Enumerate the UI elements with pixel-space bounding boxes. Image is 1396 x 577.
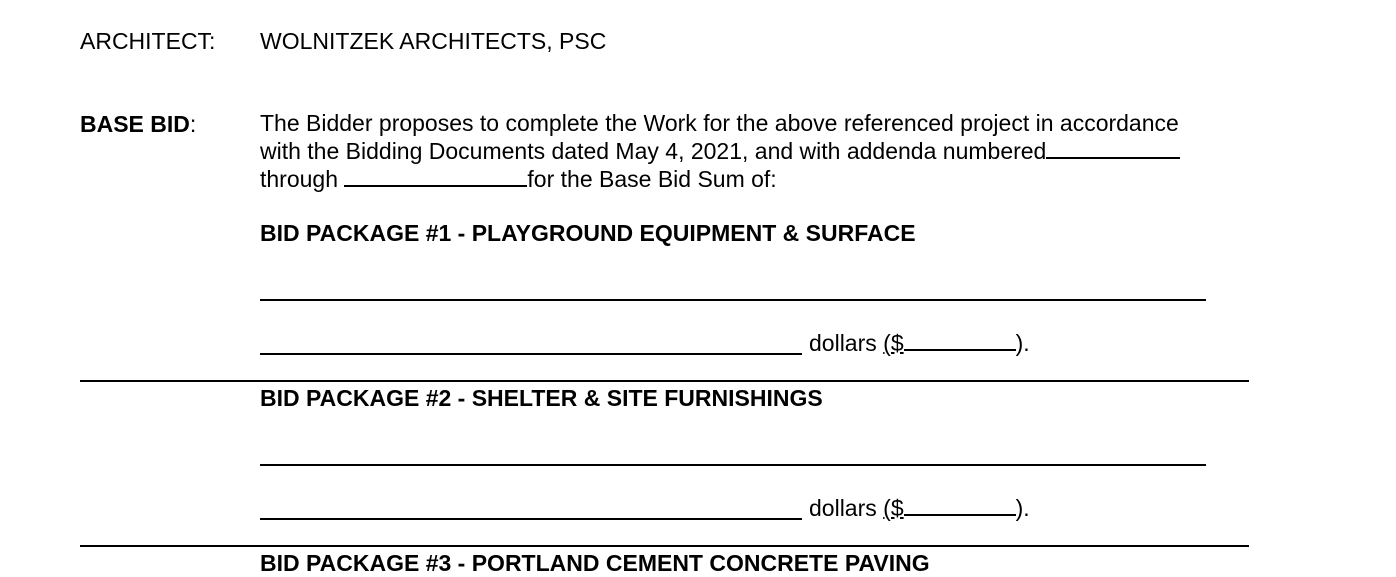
bid-package-2-dollars-label: dollars xyxy=(809,495,877,521)
section-divider-2 xyxy=(80,545,1249,547)
base-bid-line-2-text: with the Bidding Documents dated May 4, 2021, and with addenda numbered xyxy=(260,138,1047,164)
section-divider-1 xyxy=(80,380,1249,382)
base-bid-colon: : xyxy=(189,111,197,137)
bid-package-1-words-field[interactable] xyxy=(260,299,1206,301)
base-bid-line-2 xyxy=(260,137,1180,166)
bid-package-2-amount-open: ($ xyxy=(883,495,904,521)
addenda-from-field[interactable] xyxy=(1046,137,1180,159)
bid-package-1-amount-close: ). xyxy=(1015,330,1030,356)
bid-package-1-amount-field[interactable] xyxy=(904,330,1016,351)
bid-package-2-amount-close: ). xyxy=(1015,495,1030,521)
base-bid-line-3-prefix: through xyxy=(260,166,345,192)
base-bid-line-3-suffix: for the Base Bid Sum of: xyxy=(527,166,777,192)
base-bid-line-1: The Bidder proposes to complete the Work for the above referenced project in accordance xyxy=(260,110,1179,136)
bid-package-2-amount-field[interactable] xyxy=(904,495,1016,516)
bid-package-1-words-field-2[interactable] xyxy=(260,353,802,355)
bid-package-3-title: BID PACKAGE #3 - PORTLAND CEMENT CONCRETE PAVING xyxy=(260,550,930,576)
bid-package-2-amount xyxy=(809,494,1030,522)
bid-package-2-words-field[interactable] xyxy=(260,464,1206,466)
architect-label: ARCHITECT: xyxy=(80,28,216,54)
bid-package-1-dollars-label: dollars xyxy=(809,330,877,356)
base-bid-label xyxy=(80,110,196,138)
bid-package-1-title: BID PACKAGE #1 - PLAYGROUND EQUIPMENT & SURFACE xyxy=(260,220,916,246)
addenda-through-field[interactable] xyxy=(344,165,527,187)
base-bid-line-3 xyxy=(260,165,777,194)
bid-package-1-amount xyxy=(809,329,1030,357)
bid-package-2-words-field-2[interactable] xyxy=(260,518,802,520)
base-bid-label-text: BASE BID xyxy=(80,111,190,137)
architect-name: WOLNITZEK ARCHITECTS, PSC xyxy=(260,28,607,54)
bid-package-2-title: BID PACKAGE #2 - SHELTER & SITE FURNISHINGS xyxy=(260,385,823,411)
bid-package-1-amount-open: ($ xyxy=(883,330,904,356)
